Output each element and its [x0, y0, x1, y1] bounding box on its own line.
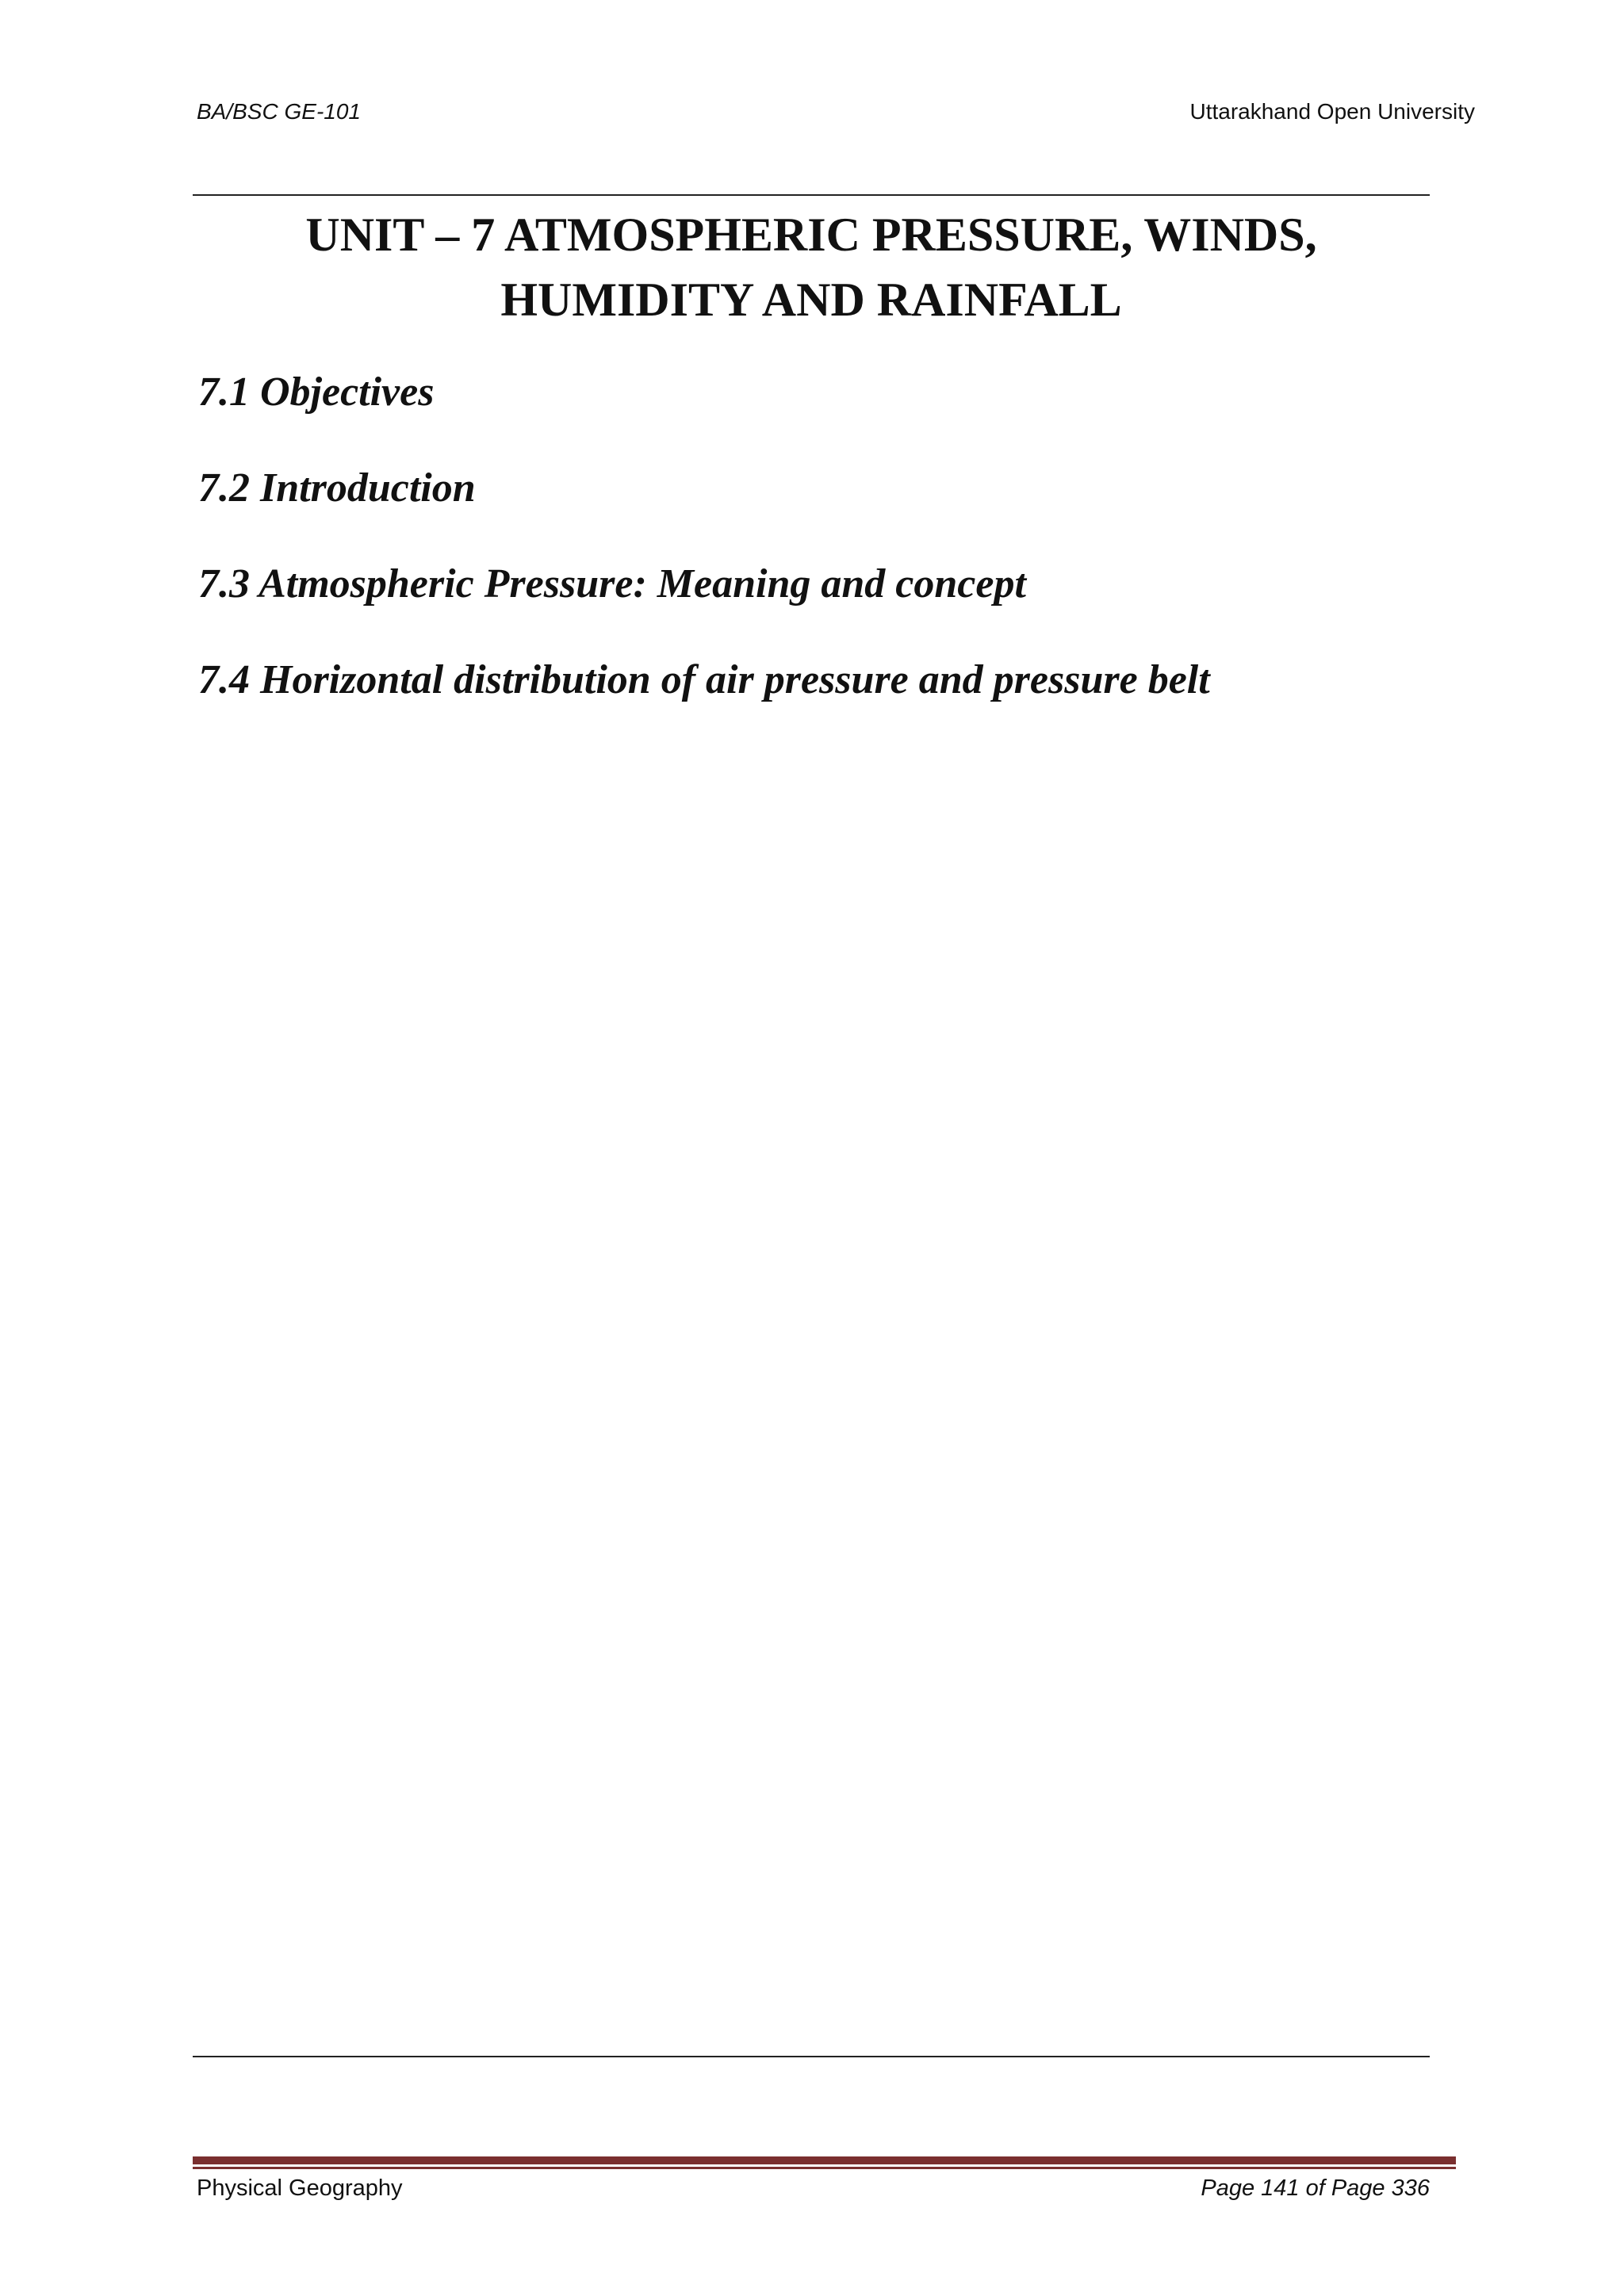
content-end-divider: [193, 2056, 1430, 2057]
footer-subject: Physical Geography: [197, 2175, 403, 2201]
unit-title-line-2: HUMIDITY AND RAINFALL: [500, 274, 1122, 326]
course-code: BA/BSC GE-101: [197, 99, 361, 124]
university-name: Uttarakhand Open University: [1189, 99, 1475, 124]
unit-title: [193, 202, 1430, 332]
footer-band-thick-line: [193, 2156, 1456, 2164]
section-heading-objectives: 7.1 Objectives: [198, 369, 435, 415]
section-heading-atmospheric-pressure: 7.3 Atmospheric Pressure: Meaning and concept: [198, 561, 1026, 607]
page-number: Page 141 of Page 336: [1201, 2175, 1430, 2201]
section-list: [198, 365, 1210, 748]
footer-band-thin-line: [193, 2167, 1456, 2169]
section-heading-horizontal-distribution: 7.4 Horizontal distribution of air pressure and pressure belt: [198, 657, 1210, 702]
header-divider: [193, 194, 1430, 196]
unit-title-line-1: UNIT – 7 ATMOSPHERIC PRESSURE, WINDS,: [305, 209, 1317, 261]
section-heading-introduction: 7.2 Introduction: [198, 465, 476, 511]
footer-band: [193, 2156, 1456, 2169]
